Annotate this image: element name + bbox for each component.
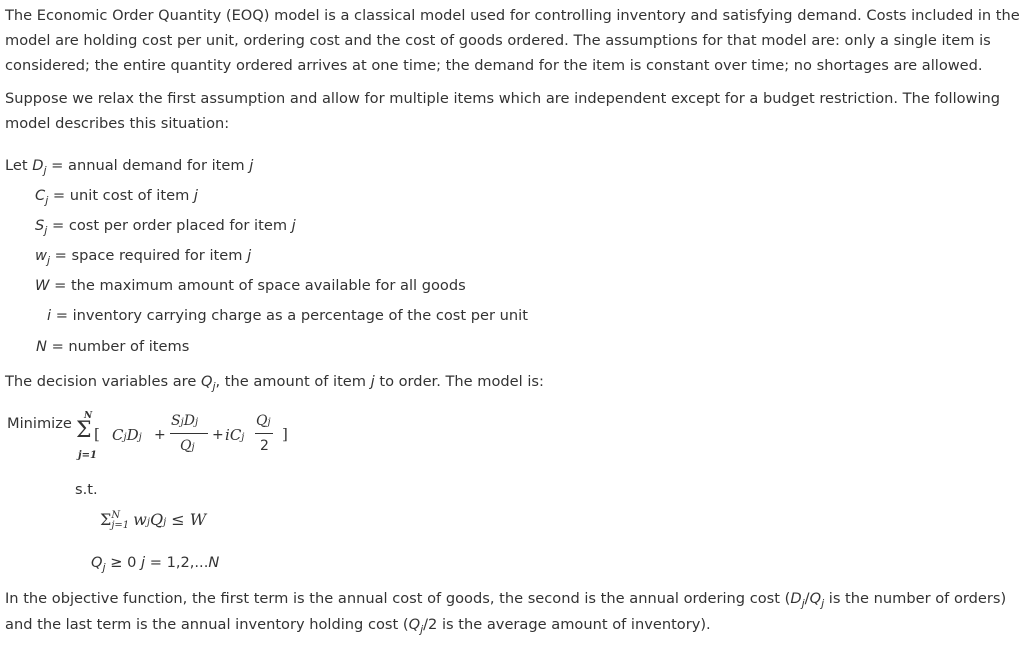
closing-q2: Q [408,616,421,633]
nonneg-var-sub: j [102,561,106,574]
frac-s-sub: j [180,417,184,428]
constraint-q-sub: j [163,517,167,528]
closing-a: In the objective function, the first term is the annual cost of goods, the second is the annual ordering cost ( [5,590,791,607]
term3 [225,426,244,444]
definition-tail: j [193,187,198,204]
decision-sentence [5,372,544,393]
nonneg-var: Q [91,554,103,571]
fraction1-bar [170,433,208,434]
symbol: i [47,307,52,324]
symbol: S [35,217,45,234]
definition-space [35,246,251,267]
closing-paragraph [5,586,1020,638]
term3-c: C [229,426,242,444]
plus-2: + [212,427,224,443]
frac-d-sub: j [194,417,199,428]
closing-b: is the number of orders) and the last term is the annual inventory holding cost ( [5,590,1007,633]
definition-tail: j [247,247,252,264]
closing-slash: / [804,590,810,607]
symbol: N [36,338,47,355]
frac-q-sub: j [191,442,195,453]
nonneg-range: = 1,2,... [149,554,209,571]
frac2-q-sub: j [267,417,271,428]
close-bracket: ] [282,425,288,443]
constraint-op: ≤ [171,510,185,529]
nonneg-n: N [208,554,220,571]
fraction2-bar [255,433,273,434]
term3-c-sub: j [241,432,245,443]
definition-carrying-charge [47,306,528,326]
definition-text: = the maximum amount of space available for all goods [54,277,466,294]
decision-var-sub: j [212,380,216,393]
subscript: j [46,254,50,267]
sum-lower-limit: j=1 [78,450,97,461]
definition-order-cost [35,216,296,237]
definition-text: = unit cost of item [52,187,190,204]
definition-text: = cost per order placed for item [51,217,288,234]
frac-d: D [183,413,195,429]
open-bracket: [ [94,425,100,443]
closing-q: Q [809,590,822,607]
constraint-sub: j=1 [111,519,130,531]
constraint-limits [111,511,129,531]
definition-max-space [35,276,466,296]
term1 [112,426,142,444]
subject-to-label: s.t. [75,481,98,498]
definition-demand [5,156,253,177]
closing-d-sub: j [801,597,805,610]
symbol: W [35,277,50,294]
definition-text: = space required for item [54,247,243,264]
fraction2-numerator [256,413,271,429]
decision-after: to order. The model is: [379,373,544,390]
let-word: Let [5,157,28,174]
fraction1-numerator [171,413,198,429]
constraint-sigma: Σ [100,510,112,529]
objective-function [74,411,304,467]
decision-middle: , the amount of item [215,373,366,390]
decision-item-var: j [370,373,375,390]
plus-1: + [154,427,166,443]
subscript: j [45,194,49,207]
definition-num-items [36,337,189,357]
decision-var: Q [200,373,213,390]
definition-text: = number of items [51,338,190,355]
constraint-q: Q [149,510,164,529]
symbol: C [35,187,46,204]
definition-tail: j [291,217,296,234]
definition-unit-cost [35,186,198,207]
minimize-label: Minimize [7,415,72,432]
definition-text: = annual demand for item [51,157,245,174]
symbol: D [32,157,44,174]
term1-c-sub: j [123,432,127,443]
frac2-q: Q [256,413,268,429]
term1-d: D [126,426,139,444]
space-constraint [100,509,206,534]
sum-upper-limit: N [84,411,93,421]
fraction1-denominator [180,438,195,454]
term3-i: i [225,426,230,444]
relax-paragraph: Suppose we relax the first assumption and allow for multiple items which are independent except for a budget restriction. The following model describes this situation: [5,90,1001,132]
definition-tail: j [249,157,254,174]
constraint-w-sub: j [146,517,150,528]
nonneg-op: ≥ 0 [110,554,137,571]
closing-q2-sub: j [420,623,424,636]
frac-s: S [171,413,181,429]
constraint-rhs: W [189,510,207,529]
nonneg-j: j [141,554,146,571]
constraint-w: w [133,510,147,529]
sum-sigma: Σ [76,418,92,443]
closing-d: D [790,590,802,607]
subscript: j [44,224,48,237]
term1-c: C [112,426,124,444]
closing-q-sub: j [821,597,825,610]
frac-q: Q [180,438,192,454]
constraint-sup: N [111,509,121,521]
intro-paragraph: The Economic Order Quantity (EOQ) model is a classical model used for controlling inventory and satisfying demand. Costs included in the model are holding cost per unit, ordering cost and the cost of goods ordered. The assumptions for that model are: only a single item is considered; the entire quantity ordered arrives at one time; the demand for the item is constant over time; no shortages are allowed. [5,7,1020,74]
symbol: w [35,247,47,264]
closing-c: /2 is the average amount of inventory). [423,616,711,633]
fraction2-denominator: 2 [260,438,269,454]
subscript: j [43,164,47,177]
term1-d-sub: j [138,432,142,443]
nonnegativity-constraint [91,553,219,574]
definition-text: = inventory carrying charge as a percentage of the cost per unit [55,307,528,324]
decision-before: The decision variables are [5,373,197,390]
